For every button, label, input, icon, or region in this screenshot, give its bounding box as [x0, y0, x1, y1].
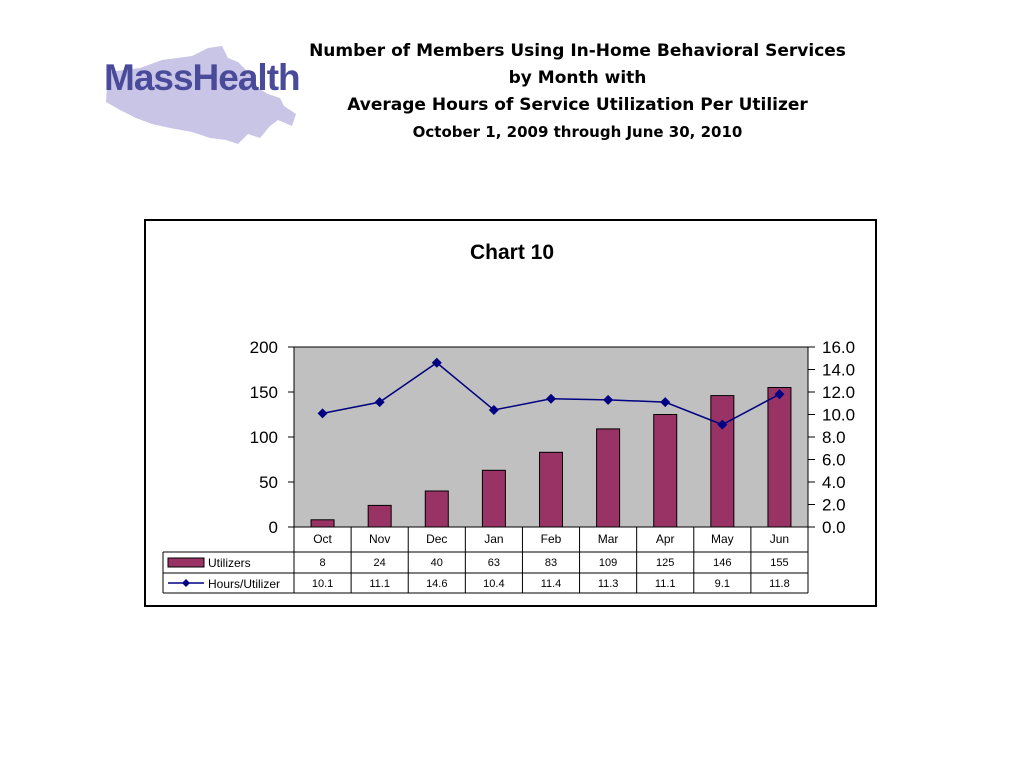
y-right-tick-label: 16.0 — [822, 338, 856, 357]
header-title-line3: Average Hours of Service Utilization Per Utilizer — [347, 95, 808, 115]
bar-utilizers — [425, 491, 448, 527]
x-category-label: Feb — [540, 532, 562, 546]
table-cell-hours-per-utilizer: 9.1 — [714, 578, 730, 590]
table-cell-utilizers: 146 — [713, 557, 732, 569]
table-cell-utilizers: 24 — [373, 557, 386, 569]
x-category-label: Jun — [769, 532, 790, 546]
table-cell-hours-per-utilizer: 11.8 — [769, 578, 790, 590]
logo-text: MassHealth — [104, 57, 300, 98]
chart-title: Chart 10 — [469, 241, 555, 264]
x-category-label: May — [710, 532, 734, 546]
table-cell-hours-per-utilizer: 10.1 — [311, 578, 334, 590]
table-cell-utilizers: 109 — [598, 557, 618, 569]
bar-utilizers — [711, 396, 734, 527]
y-right-tick-label: 10.0 — [822, 405, 856, 425]
x-category-label: Dec — [426, 532, 448, 546]
y-right-tick-label: 4.0 — [822, 473, 846, 492]
legend-label-utilizers: Utilizers — [208, 556, 251, 570]
legend-swatch-hours-marker — [182, 579, 190, 587]
table-cell-hours-per-utilizer: 11.4 — [540, 578, 562, 590]
table-cell-utilizers: 83 — [544, 557, 558, 569]
legend-label-hours-per-utilizer: Hours/Utilizer — [208, 577, 281, 591]
y-right-tick-label: 6.0 — [822, 450, 846, 470]
bar-utilizers — [540, 452, 563, 527]
bar-utilizers — [368, 505, 391, 527]
header-title-line1: Number of Members Using In-Home Behavioral Services — [309, 41, 846, 61]
x-category-label: Oct — [313, 532, 332, 546]
header-date-range: October 1, 2009 through June 30, 2010 — [412, 123, 743, 141]
table-cell-hours-per-utilizer: 11.1 — [369, 578, 390, 590]
chart-frame — [144, 219, 877, 607]
bar-utilizers — [768, 388, 791, 528]
y-left-tick-label: 100 — [249, 428, 278, 447]
y-right-tick-label: 12.0 — [822, 383, 856, 402]
bar-utilizers — [482, 470, 505, 527]
bar-utilizers — [654, 415, 677, 528]
y-right-tick-label: 14.0 — [822, 360, 856, 380]
chart-10 — [146, 221, 875, 605]
bar-utilizers — [597, 429, 620, 527]
x-category-label: Mar — [597, 532, 619, 546]
y-left-tick-label: 150 — [249, 383, 278, 402]
table-cell-utilizers: 155 — [770, 557, 789, 569]
legend-swatch-utilizers — [168, 558, 204, 567]
y-right-tick-label: 8.0 — [822, 428, 846, 447]
table-cell-hours-per-utilizer: 14.6 — [426, 578, 448, 590]
x-category-label: Apr — [655, 532, 675, 546]
masshealth-logo — [100, 40, 300, 145]
y-left-tick-label: 50 — [259, 473, 278, 492]
header-title-line2: by Month with — [508, 68, 647, 88]
table-cell-hours-per-utilizer: 11.1 — [654, 578, 676, 590]
table-cell-hours-per-utilizer: 10.4 — [483, 578, 505, 590]
x-category-label: Nov — [368, 532, 391, 546]
page-header — [300, 38, 855, 146]
table-cell-utilizers: 63 — [487, 557, 501, 569]
bar-utilizers — [311, 520, 334, 527]
table-cell-hours-per-utilizer: 11.3 — [597, 578, 619, 590]
y-left-tick-label: 200 — [249, 338, 278, 357]
y-left-tick-label: 0 — [268, 518, 278, 537]
table-cell-utilizers: 125 — [656, 557, 675, 569]
table-cell-utilizers: 40 — [430, 557, 443, 569]
table-cell-utilizers: 8 — [319, 557, 326, 569]
y-right-tick-label: 0.0 — [822, 518, 846, 537]
x-category-label: Jan — [484, 532, 504, 546]
y-right-tick-label: 2.0 — [822, 495, 846, 515]
